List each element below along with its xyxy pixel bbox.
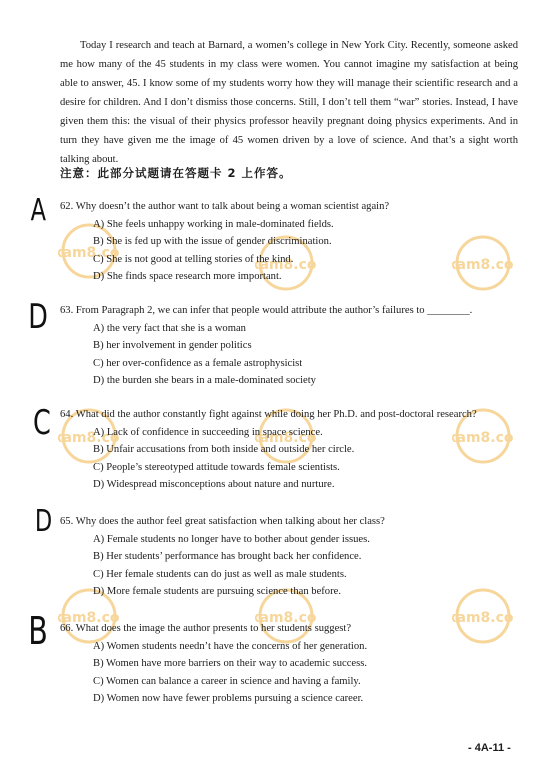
watermark-logo [452, 585, 514, 647]
question-stem: 62. Why doesn’t the author want to talk about being a woman scientist again? [60, 201, 390, 212]
instruction-note: 注意：此部分试题请在答题卡 2 上作答。 [60, 166, 292, 180]
question-stem: 63. From Paragraph 2, we can infer that people would attribute the author’s failures to ________. [60, 305, 473, 316]
option-a: A) She feels unhappy working in male-dominated fields. [93, 219, 334, 230]
question-stem: 64. What did the author constantly fight against while doing her Ph.D. and post-doctoral research? [60, 409, 477, 420]
option-d: D) She finds space research more important. [93, 271, 282, 282]
option-a: A) Women students needn’t have the concerns of her generation. [93, 641, 368, 652]
option-c: C) Her female students can do just as well as male students. [93, 569, 347, 580]
watermark-text: am8.co [62, 430, 120, 446]
option-c: C) She is not good at telling stories of the kind. [93, 254, 294, 265]
watermark-text: am8.co [259, 430, 317, 446]
handwritten-answer-mark: C [32, 403, 51, 443]
option-b: B) Women have more barriers on their way to academic success. [93, 658, 367, 669]
question-stem: 65. Why does the author feel great satisfaction when talking about her class? [60, 516, 385, 527]
watermark-text: am8.co [456, 610, 514, 626]
watermark-text: am8.co [62, 245, 120, 261]
option-d: D) Widespread misconceptions about nature and nurture. [93, 479, 335, 490]
option-c: C) People’s stereotyped attitude towards female scientists. [93, 462, 340, 473]
option-b: B) Unfair accusations from both inside and outside her circle. [93, 444, 355, 455]
handwritten-answer-mark: D [28, 297, 48, 337]
option-d: D) the burden she bears in a male-dominated society [93, 375, 316, 386]
passage-paragraph: Today I research and teach at Barnard, a women’s college in New York City. Recently, someone asked me how many of the 45 students in my class were women. You cannot imagine my satisfaction at being able to answer, 45. I know some of my students worry how they will manage their scientific research and a desire for children. And I don’t dismiss those concerns. Still, I don’t tell them “war” stories. Instead, I have given them this: the visual of their physics professor heavily pregnant doing physics experiments. And in turn they have given me the image of 45 women driven by a love of science. And that’s a sight worth talking about. [60, 40, 518, 165]
option-a: A) Female students no longer have to bother about gender issues. [93, 534, 370, 545]
watermark-text: am8.co [259, 257, 317, 273]
watermark-logo [452, 232, 514, 294]
watermark-text: am8.co [456, 430, 514, 446]
option-a: A) the very fact that she is a woman [93, 323, 246, 334]
handwritten-answer-mark: B [28, 609, 48, 653]
question-stem: 66. What does the image the author presents to her students suggest? [60, 623, 352, 634]
handwritten-answer-mark: D [34, 504, 53, 539]
watermark-text: am8.co [62, 610, 120, 626]
page-number: - 4A-11 - [468, 742, 511, 754]
option-b: B) her involvement in gender politics [93, 340, 252, 351]
option-d: D) More female students are pursuing science than before. [93, 586, 341, 597]
watermark-text: am8.co [456, 257, 514, 273]
option-d: D) Women now have fewer problems pursuing a science career. [93, 693, 364, 704]
handwritten-answer-mark: A [30, 193, 46, 228]
option-b: B) She is fed up with the issue of gender discrimination. [93, 236, 332, 247]
watermark-text: am8.co [259, 610, 317, 626]
option-c: C) Women can balance a career in science and having a family. [93, 676, 361, 687]
option-a: A) Lack of confidence in succeeding in space science. [93, 427, 323, 438]
option-b: B) Her students’ performance has brought back her confidence. [93, 551, 362, 562]
option-c: C) her over-confidence as a female astrophysicist [93, 358, 303, 369]
